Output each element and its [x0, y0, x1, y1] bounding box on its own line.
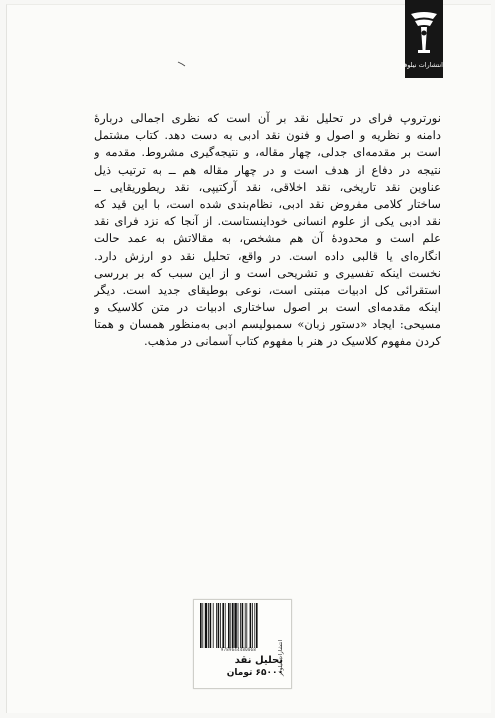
publisher-name: انتشارات نیلوفر — [400, 61, 443, 69]
blurb-line: عناوین نقد تاریخی، نقد اخلاقی، نقد آرکتیپی، نقد ریطوریقایی ــ — [94, 179, 441, 194]
blurb-line: دامنه و نظریه و اصول و فنون نقد ادبی به دست دهد. کتاب مشتمل — [94, 128, 441, 143]
blurb-line: نتیجه در دفاع از هدف است و در چهار مقاله هم ــ به ترتیب ذیل — [94, 162, 441, 177]
blurb-line: کردن مفهوم کلاسیک در هنر با مفهوم کتاب آسمانی در مذهب. — [144, 334, 441, 349]
publisher-logo — [400, 0, 443, 78]
blurb-line: ساختار کلامی مفروض نقد ادبی، نظام‌بندی شده است، با این قید که — [94, 196, 441, 211]
blurb-line: انگاره‌ای یا قالبی داده است. در واقع، تحلیل نقد دو ارزش دارد. — [94, 248, 441, 263]
blurb-paragraph — [94, 110, 441, 351]
isbn-digits: 9789644480068 — [220, 647, 257, 652]
blurb-line: نخست اینکه تفسیری و تشریحی است و از این سبب که بر بررسی — [94, 265, 441, 280]
blurb-line: نقد ادبی یکی از علوم انسانی خوداینستاست. از آنجا که نزد فرای نقد — [94, 214, 441, 229]
speck-mark — [177, 61, 186, 67]
sticker-price: ۶۵۰۰۰ تومان — [226, 668, 283, 678]
publisher-logo-icon — [409, 10, 439, 56]
blurb-line: نورتروپ فرای در تحلیل نقد بر آن است که نظری اجمالی دربارهٔ — [94, 111, 441, 125]
sticker-book-title: تحلیل نقد — [234, 655, 283, 666]
sticker-publisher: انتشارات نیلوفر — [278, 640, 284, 676]
blurb-line: اینکه مقدمه‌ای است بر اصول ساختاری ادبیات در متن کلاسیک و — [94, 300, 441, 315]
blurb-line: علم است و محدودهٔ آن هم مشخص، به مقالاتش به عمد حالت — [94, 231, 441, 246]
barcode-icon — [200, 603, 277, 648]
blurb-line: است بر مقدمه‌ای جدلی، چهار مقاله، و نتیجه‌گیری مشروط. مقدمه و — [94, 145, 441, 160]
barcode-sticker — [193, 599, 292, 689]
blurb-line: مسیحی: ایجاد «دستور زبان» سمبولیسم ادبی به‌منظور همسان و همتا — [94, 317, 441, 332]
blurb-line: استقرائی کل ادبیات مبتنی است، نوعی بوطیقای جدید است. دیگر — [94, 282, 441, 297]
